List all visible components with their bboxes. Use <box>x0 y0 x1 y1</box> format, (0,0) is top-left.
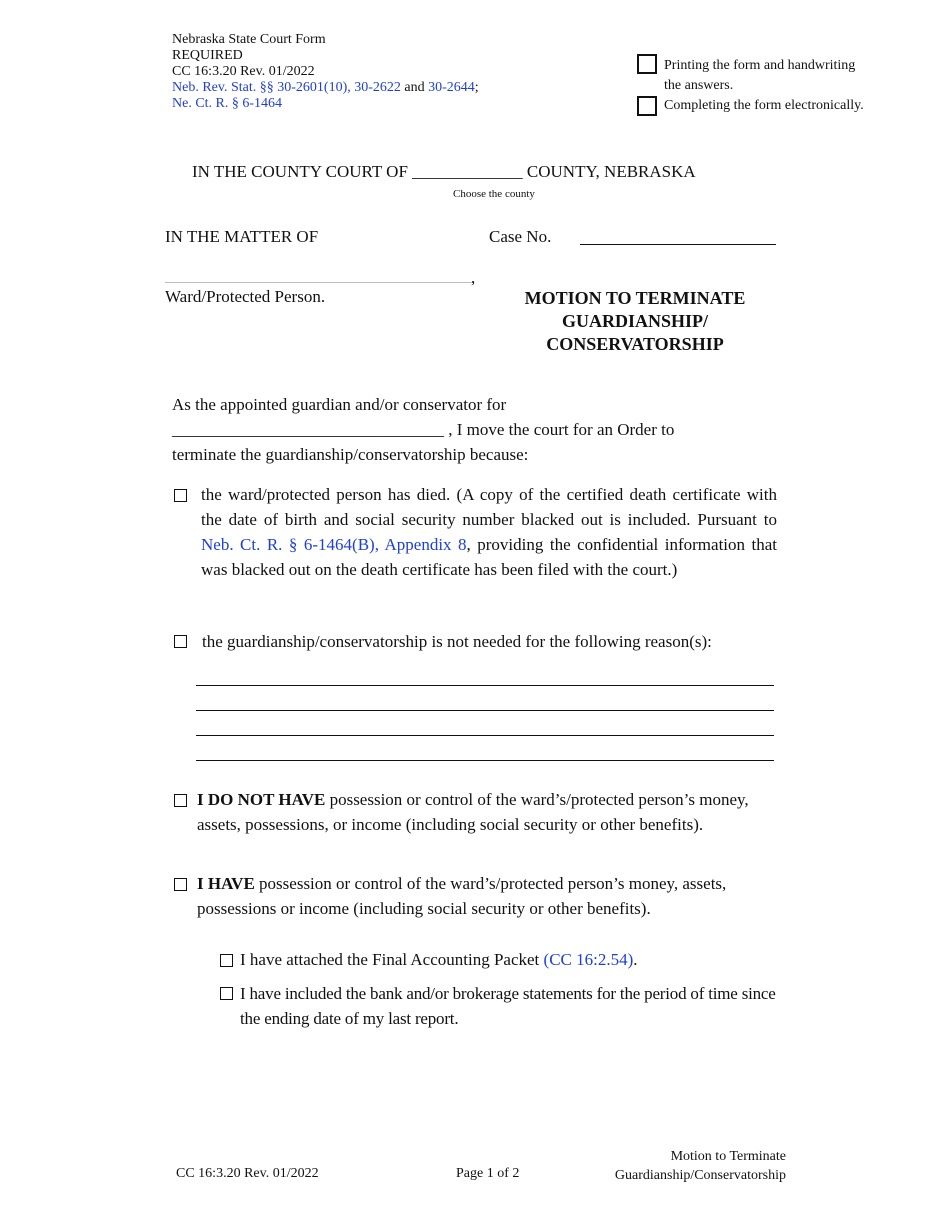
statute-link-30-2644[interactable]: 30-2644 <box>428 80 475 95</box>
ward-label: Ward/Protected Person. <box>165 287 326 306</box>
print-checkbox[interactable] <box>637 54 657 74</box>
footer-form-number: CC 16:3.20 Rev. 01/2022 <box>176 1166 319 1181</box>
footer-title: Motion to Terminate Guardianship/Conservatorship <box>614 1149 786 1183</box>
matter-label: IN THE MATTER OF <box>165 227 319 246</box>
form-source: Nebraska State Court Form <box>172 32 326 47</box>
case-number-label: Case No. <box>489 227 552 246</box>
statute-link-30-2622[interactable]: 30-2622 <box>354 80 401 95</box>
court-line: IN THE COUNTY COURT OF _____________ COUNTY, NEBRASKA <box>192 162 696 181</box>
have-text: I HAVE possession or control of the ward’s/protected person’s money, assets, possessions or income (including social security or other benefits). <box>197 874 727 918</box>
bank-statements-checkbox[interactable] <box>220 987 233 1000</box>
not-needed-text: the guardianship/conservatorship is not needed for the following reason(s): <box>202 632 712 651</box>
final-accounting-text: I have attached the Final Accounting Packet (CC 16:2.54). <box>240 950 638 969</box>
electronic-checkbox[interactable] <box>637 96 657 116</box>
have-checkbox[interactable] <box>174 878 187 891</box>
form-number: CC 16:3.20 Rev. 01/2022 <box>172 64 315 79</box>
final-accounting-checkbox[interactable] <box>220 954 233 967</box>
document-title: MOTION TO TERMINATE GUARDIANSHIP/ CONSERVATORSHIP <box>524 288 746 354</box>
form-header <box>172 32 479 112</box>
ward-died-text: the ward/protected person has died. (A copy of the certified death certificate with the date of birth and social security number blacked out is included. Pursuant to Neb. Ct. R. § 6-1464(B), Appendix 8, providing the confidential information that was blacked out on the death certificate has been filed with the court.) <box>201 485 777 579</box>
appendix-8-link[interactable]: Neb. Ct. R. § 6-1464(B), Appendix 8 <box>201 535 467 554</box>
county-select[interactable]: _____________ <box>412 162 523 181</box>
ward-name-comma: , <box>471 268 476 287</box>
ward-name-field[interactable] <box>165 282 473 283</box>
reason-line-1[interactable] <box>196 685 774 686</box>
reason-line-2[interactable] <box>196 710 774 711</box>
reason-line-4[interactable] <box>196 760 774 761</box>
do-not-have-checkbox[interactable] <box>174 794 187 807</box>
not-needed-checkbox[interactable] <box>174 635 187 648</box>
ward-died-checkbox[interactable] <box>174 489 187 502</box>
case-number-field[interactable] <box>580 244 776 245</box>
court-rule-link[interactable]: Ne. Ct. R. § 6-1464 <box>172 96 283 111</box>
statute-link-30-2601[interactable]: Neb. Rev. Stat. §§ 30-2601(10) <box>172 80 348 95</box>
print-option-label: Printing the form and handwriting the answers. <box>664 58 856 93</box>
county-hint: Choose the county <box>453 188 535 200</box>
statute-references: Neb. Rev. Stat. §§ 30-2601(10), 30-2622 and 30-2644; <box>172 80 479 95</box>
intro-paragraph: As the appointed guardian and/or conservator for ________________________________ , I move the court for an Order to terminate the guardianship/conservatorship because: <box>172 395 675 464</box>
electronic-option-label: Completing the form electronically. <box>664 98 864 113</box>
ward-name-blank[interactable]: ________________________________ <box>172 420 444 439</box>
final-accounting-link[interactable]: (CC 16:2.54) <box>543 950 634 969</box>
footer-page-number: Page 1 of 2 <box>456 1166 520 1181</box>
bank-statements-text: I have included the bank and/or brokerage statements for the period of time since the ending date of my last report. <box>240 984 776 1028</box>
do-not-have-text: I DO NOT HAVE possession or control of the ward’s/protected person’s money, assets, possessions, or income (including social security or other benefits). <box>197 790 749 834</box>
required-label: REQUIRED <box>172 48 243 63</box>
reason-line-3[interactable] <box>196 735 774 736</box>
